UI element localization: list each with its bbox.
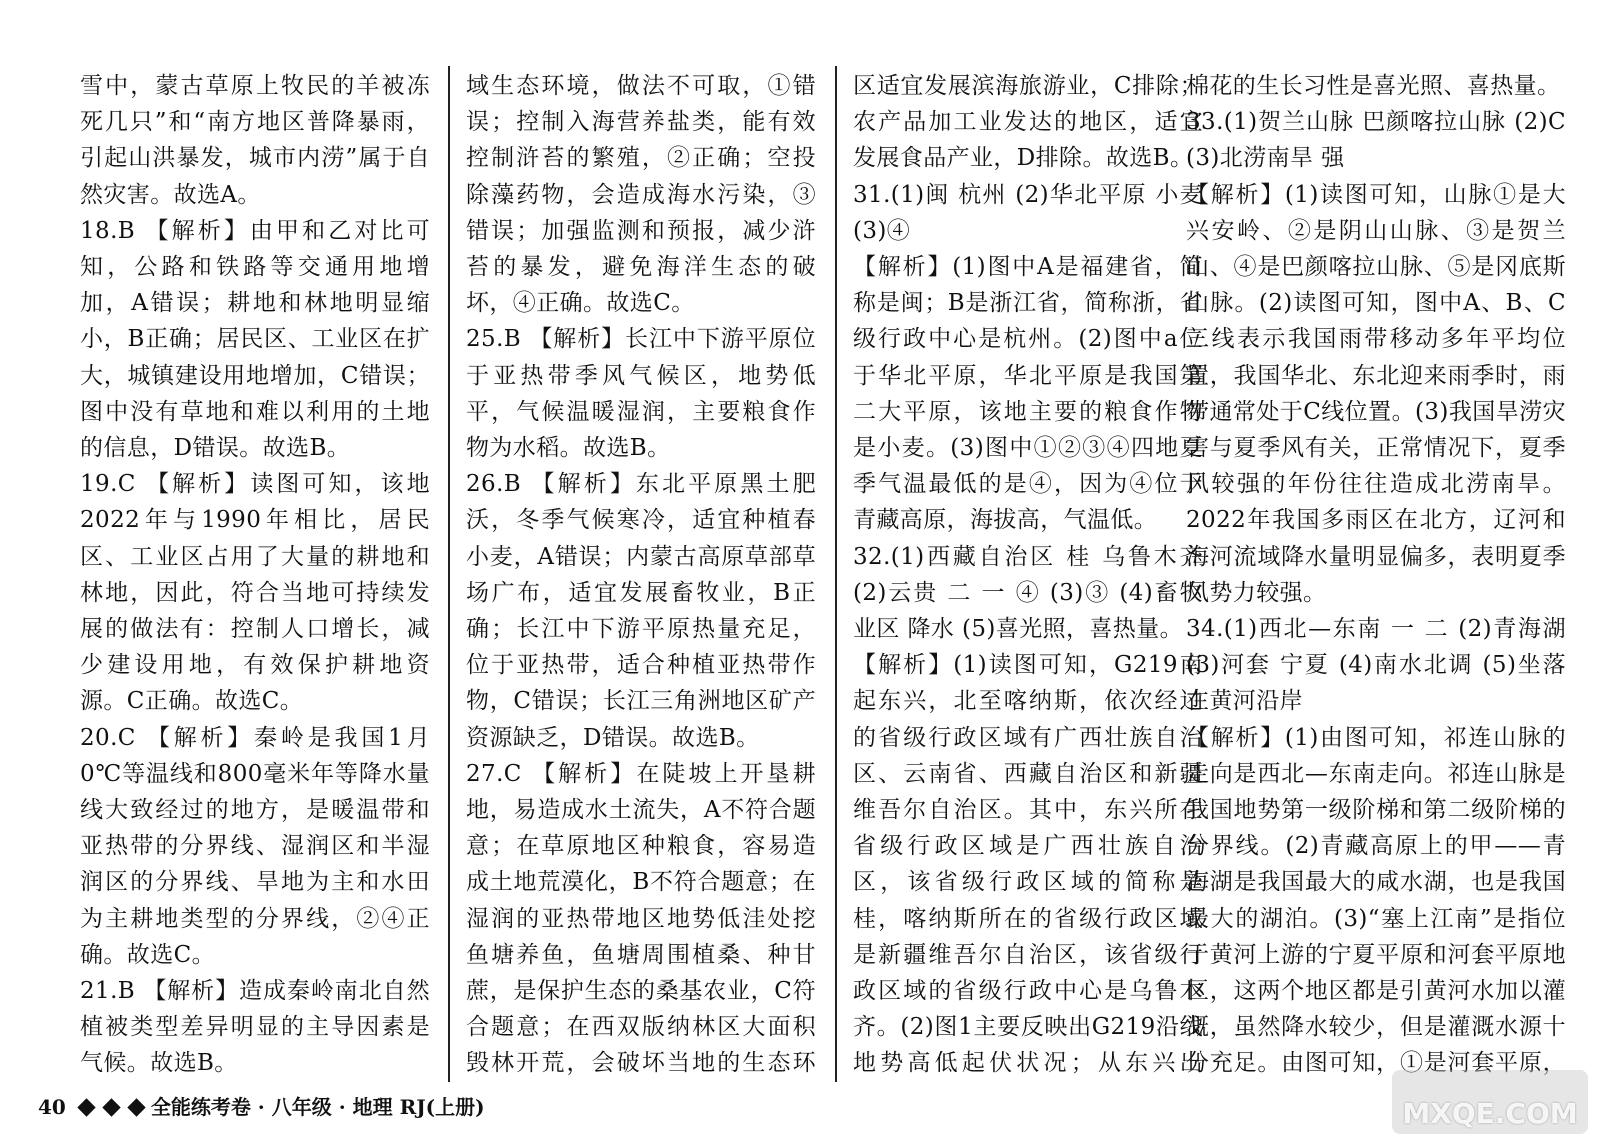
page-number: 40 bbox=[38, 1095, 66, 1119]
paragraph: 棉花的生长习性是喜光照、喜热量。 bbox=[1186, 73, 1561, 99]
column-3 bbox=[853, 68, 1203, 1078]
answer-21: 21.B 【解析】造成秦岭南北自然植被类型差异明显的主导因素是气候。故选B。 bbox=[80, 978, 430, 1077]
answer-27: 27.C 【解析】在陡坡上开垦耕地，易造成水土流失，A不符合题意；在草原地区种粮食，容易造成土地荒漠化，B不符合题意；在湿润的亚热带地区地势低洼处挖鱼塘养鱼，鱼塘周围植桑、种甘蔗，是保护生态的桑基农业，C符合题意；在西双版纳林区大面积毁林开荒，会破坏当地的生态环 bbox=[466, 760, 816, 1077]
analysis-33: 【解析】(1)读图可知，山脉①是大兴安岭、②是阴山山脉、③是贺兰山、④是巴颜喀拉山脉、⑤是冈底斯山脉。(2)读图可知，图中A、B、C三线表示我国雨带移动多年平均位置，我国华北、东北迎来雨季时，雨带通常处于C线位置。(3)我国旱涝灾害与夏季风有关，正常情况下，夏季风较强的年份往往造成北涝南旱。2022年我国多雨区在北方，辽河和海河流域降水量明显偏多，表明夏季风势力较强。 bbox=[1186, 181, 1566, 606]
column-2 bbox=[466, 68, 816, 1078]
diamond-icon bbox=[77, 1098, 95, 1116]
paragraph: 域生态环境，做法不可取，①错误；控制入海营养盐类，能有效控制浒苔的繁殖，②正确；空投除藻药物，会造成海水污染，③错误；加强监测和预报，减少浒苔的暴发，避免海洋生态的破坏，④正确。故选C。 bbox=[466, 73, 816, 317]
column-divider bbox=[448, 66, 450, 1082]
watermark-text: MXQE.COM bbox=[1402, 1097, 1578, 1130]
diamond-icon bbox=[102, 1098, 120, 1116]
answer-33: 33.(1)贺兰山脉 巴颜喀拉山脉 (2)C (3)北涝南旱 强 bbox=[1186, 109, 1566, 172]
paragraph: 区适宜发展滨海旅游业，C排除；农产品加工业发达的地区，适宜发展食品产业，D排除。故选B。 bbox=[853, 73, 1203, 172]
paragraph: 雪中，蒙古草原上牧民的羊被冻死几只”和“南方地区普降暴雨，引起山洪暴发，城市内涝”属于自然灾害。故选A。 bbox=[80, 73, 430, 208]
answer-25: 25.B 【解析】长江中下游平原位于亚热带季风气候区，地势低平，气候温暖湿润，主要粮食作物为水稻。故选B。 bbox=[466, 326, 816, 462]
answer-34: 34.(1)西北—东南 一 二 (2)青海湖 (3)河套 宁夏 (4)南水北调 (5)坐落在黄河沿岸 bbox=[1186, 616, 1566, 715]
column-1 bbox=[80, 68, 430, 1078]
answer-26: 26.B 【解析】东北平原黑土肥沃，冬季气候寒冷，适宜种植春小麦，A错误；内蒙古高原草部草场广布，适宜发展畜牧业，B正确；长江中下游平原热量充足，位于亚热带，适合种植亚热带作物，C错误；长江三角洲地区矿产资源缺乏，D错误。故选B。 bbox=[466, 471, 816, 751]
analysis-32: 【解析】(1)读图可知，G219南起东兴，北至喀纳斯，依次经过的省级行政区域有广西壮族自治区、云南省、西藏自治区和新疆维吾尔自治区。其中，东兴所在省级行政区域是广西壮族自治区，该省级行政区域的简称是桂，喀纳斯所在的省级行政区域是新疆维吾尔自治区，该省级行政区域的省级行政中心是乌鲁木齐。(2)图1主要反映出G219沿线地势高低起伏状况；从东兴出 bbox=[853, 652, 1203, 1077]
diamond-icon bbox=[127, 1098, 145, 1116]
analysis-34: 【解析】(1)由图可知，祁连山脉的走向是西北—东南走向。祁连山脉是我国地势第一级阶梯和第二级阶梯的分界线。(2)青藏高原上的甲——青海湖是我国最大的咸水湖，也是我国最大的湖泊。(3)“塞上江南”是指位于黄河上游的宁夏平原和河套平原地区，这两个地区都是引黄河水加以灌溉，虽然降水较少，但是灌溉水源十分充足。由图可知，①是河套平原， bbox=[1186, 724, 1566, 1077]
book-title: 全能练考卷 · 八年级 · 地理 RJ(上册) bbox=[150, 1095, 485, 1119]
answer-32: 32.(1)西藏自治区 桂 乌鲁木齐 (2)云贵 二 一 ④ (3)③ (4)畜牧业区 降水 (5)喜光照，喜热量。 bbox=[853, 543, 1203, 643]
page-footer bbox=[38, 1092, 485, 1122]
answer-18: 18.B 【解析】由甲和乙对比可知，公路和铁路等交通用地增加，A错误；耕地和林地明显缩小，B正确；居民区、工业区在扩大，城镇建设用地增加，C错误；图中没有草地和难以利用的土地的信息，D错误。故选B。 bbox=[80, 217, 430, 462]
answer-20: 20.C 【解析】秦岭是我国1月0℃等温线和800毫米年等降水量线大致经过的地方，是暖温带和亚热带的分界线、湿润区和半湿润区的分界线、旱地为主和水田为主耕地类型的分界线，②④正确。故选C。 bbox=[80, 724, 430, 968]
column-4 bbox=[1186, 68, 1566, 1078]
answer-31: 31.(1)闽 杭州 (2)华北平原 小麦 (3)④ bbox=[853, 181, 1203, 244]
column-divider bbox=[835, 66, 837, 1082]
watermark-logo bbox=[1392, 1070, 1588, 1134]
analysis-31: 【解析】(1)图中A是福建省，简称是闽；B是浙江省，简称浙，省级行政中心是杭州。(2)图中a位于华北平原，华北平原是我国第二大平原，该地主要的粮食作物是小麦。(3)图中①②③④四地夏季气温最低的是④，因为④位于青藏高原，海拔高，气温低。 bbox=[853, 254, 1203, 534]
answer-19: 19.C 【解析】读图可知，该地2022年与1990年相比，居民区、工业区占用了大量的耕地和林地，因此，符合当地可持续发展的做法有：控制人口增长，减少建设用地，有效保护耕地资源。C正确。故选C。 bbox=[80, 471, 430, 715]
